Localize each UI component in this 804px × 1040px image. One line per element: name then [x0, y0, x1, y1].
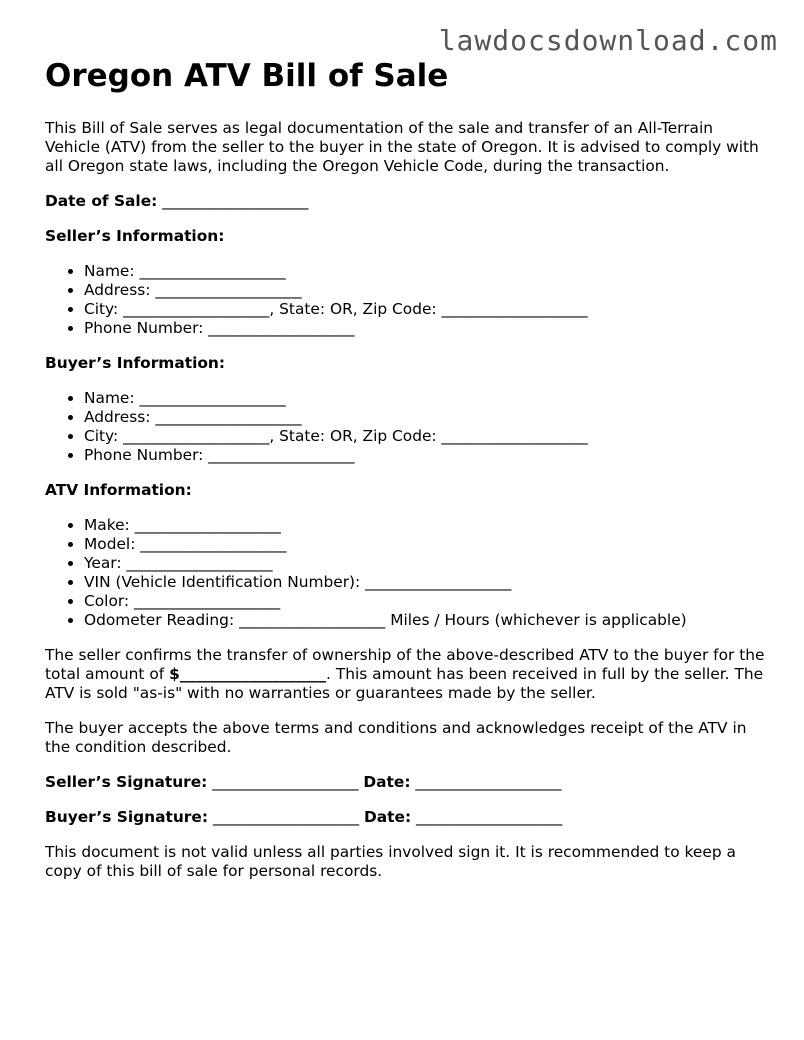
- buyer-address-blank[interactable]: ___________________: [155, 408, 302, 426]
- buyer-state-zip-label: , State: OR, Zip Code:: [269, 427, 437, 445]
- buyer-date-blank[interactable]: ___________________: [416, 808, 563, 826]
- atv-year-blank[interactable]: ___________________: [126, 554, 273, 572]
- buyer-date-label: Date:: [364, 808, 412, 826]
- list-item: [84, 389, 765, 408]
- buyer-info-list: [45, 389, 765, 465]
- atv-year-label: Year:: [84, 554, 122, 572]
- buyer-phone-blank[interactable]: ___________________: [208, 446, 355, 464]
- atv-info-list: [45, 516, 765, 630]
- seller-name-blank[interactable]: ___________________: [139, 262, 286, 280]
- atv-model-label: Model:: [84, 535, 136, 553]
- buyer-name-label: Name:: [84, 389, 135, 407]
- buyer-signature-line: [45, 808, 765, 827]
- seller-address-blank[interactable]: ___________________: [155, 281, 302, 299]
- closing-paragraph: This document is not valid unless all parties involved sign it. It is recommended to keep a copy of this bill of sale for personal records.: [45, 843, 736, 880]
- atv-make-label: Make:: [84, 516, 130, 534]
- intro-paragraph: This Bill of Sale serves as legal documentation of the sale and transfer of an All-Terrain Vehicle (ATV) from the seller to the buyer in the state of Oregon. It is advised to comply with all Oregon state laws, including the Oregon Vehicle Code, during the transaction.: [45, 119, 759, 175]
- buyer-name-blank[interactable]: ___________________: [139, 389, 286, 407]
- list-item: [84, 535, 765, 554]
- atv-odometer-label: Odometer Reading:: [84, 611, 235, 629]
- list-item: [84, 554, 765, 573]
- list-item: [84, 516, 765, 535]
- list-item: [84, 319, 765, 338]
- list-item: [84, 446, 765, 465]
- seller-city-blank[interactable]: ___________________: [123, 300, 270, 318]
- list-item: [84, 592, 765, 611]
- buyer-info-heading: Buyer’s Information:: [45, 354, 226, 372]
- document-title: Oregon ATV Bill of Sale: [45, 58, 449, 94]
- transfer-text-before: The seller confirms the transfer of ownership of the above-described ATV to the buyer for the total amount of: [45, 646, 765, 683]
- transfer-text-after: . This amount has been received in full by the seller. The ATV is sold "as-is" with no warranties or guarantees made by the seller.: [45, 665, 764, 702]
- list-item: [84, 573, 765, 592]
- atv-make-blank[interactable]: ___________________: [134, 516, 281, 534]
- buyer-phone-label: Phone Number:: [84, 446, 204, 464]
- date-of-sale-label: Date of Sale:: [45, 192, 158, 210]
- atv-info-heading: ATV Information:: [45, 481, 192, 499]
- list-item: [84, 281, 765, 300]
- atv-model-blank[interactable]: ___________________: [140, 535, 287, 553]
- seller-date-label: Date:: [363, 773, 411, 791]
- list-item: [84, 408, 765, 427]
- seller-info-heading: Seller’s Information:: [45, 227, 225, 245]
- seller-info-list: [45, 262, 765, 338]
- bill-of-sale-document: [45, 58, 765, 897]
- list-item: [84, 300, 765, 319]
- site-watermark: lawdocsdownload.com: [438, 24, 778, 57]
- seller-signature-blank[interactable]: ___________________: [212, 773, 359, 791]
- buyer-address-label: Address:: [84, 408, 151, 426]
- atv-odometer-blank[interactable]: ___________________: [239, 611, 386, 629]
- seller-address-label: Address:: [84, 281, 151, 299]
- buyer-city-label: City:: [84, 427, 119, 445]
- buyer-zip-blank[interactable]: ___________________: [441, 427, 588, 445]
- list-item: [84, 611, 765, 630]
- buyer-city-blank[interactable]: ___________________: [123, 427, 270, 445]
- seller-phone-label: Phone Number:: [84, 319, 204, 337]
- list-item: [84, 262, 765, 281]
- seller-phone-blank[interactable]: ___________________: [208, 319, 355, 337]
- atv-color-blank[interactable]: ___________________: [134, 592, 281, 610]
- seller-state-zip-label: , State: OR, Zip Code:: [269, 300, 437, 318]
- seller-signature-line: [45, 773, 765, 792]
- atv-color-label: Color:: [84, 592, 130, 610]
- seller-date-blank[interactable]: ___________________: [415, 773, 562, 791]
- atv-vin-label: VIN (Vehicle Identification Number):: [84, 573, 361, 591]
- seller-zip-blank[interactable]: ___________________: [441, 300, 588, 318]
- acceptance-paragraph: The buyer accepts the above terms and conditions and acknowledges receipt of the ATV in the condition described.: [45, 719, 747, 756]
- date-of-sale-blank[interactable]: ___________________: [162, 192, 309, 210]
- amount-blank[interactable]: $___________________: [169, 665, 327, 683]
- buyer-signature-blank[interactable]: ___________________: [212, 808, 360, 826]
- list-item: [84, 427, 765, 446]
- seller-city-label: City:: [84, 300, 119, 318]
- transfer-paragraph: [45, 646, 765, 703]
- atv-odometer-suffix: Miles / Hours (whichever is applicable): [390, 611, 687, 629]
- seller-name-label: Name:: [84, 262, 135, 280]
- atv-vin-blank[interactable]: ___________________: [365, 573, 512, 591]
- buyer-signature-label: Buyer’s Signature:: [45, 808, 208, 826]
- seller-signature-label: Seller’s Signature:: [45, 773, 208, 791]
- date-of-sale-field: [45, 192, 765, 211]
